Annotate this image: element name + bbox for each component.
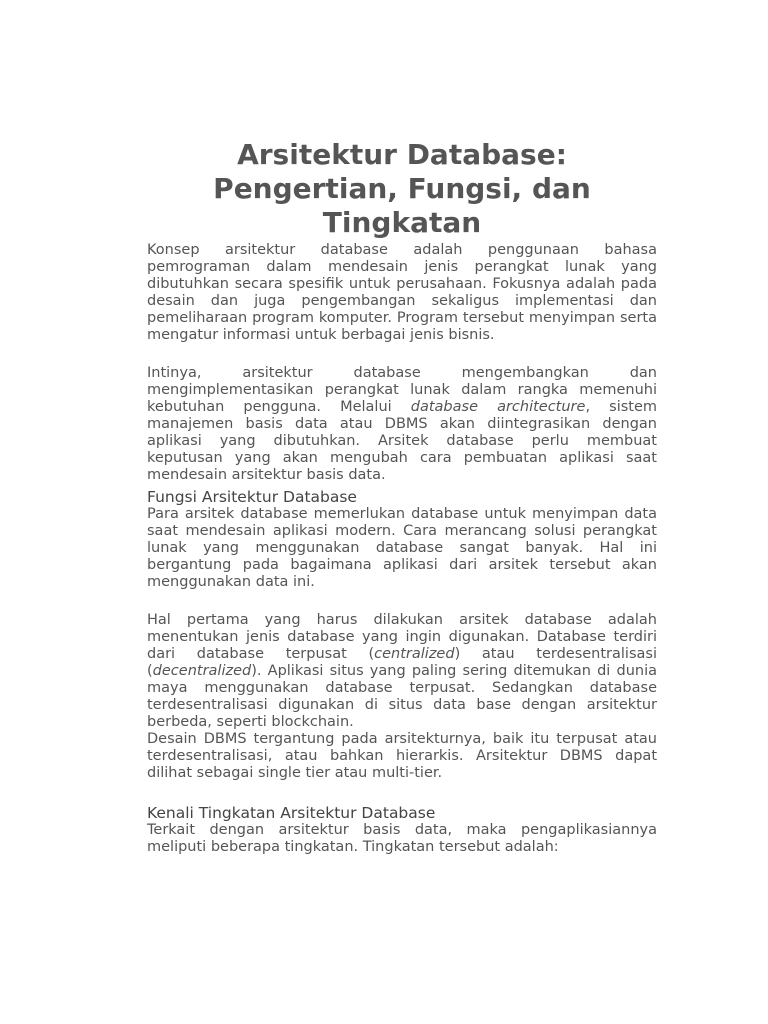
heading-tingkatan: Kenali Tingkatan Arsitektur Database (147, 804, 436, 822)
paragraph-tingkatan: Terkait dengan arsitektur basis data, maka pengaplikasiannya meliputi beberapa tingkatan. Tingkatan tersebut adalah: (147, 822, 657, 855)
paragraph-jenis-part-b: ) atau terdesentralisasi ( (147, 646, 657, 679)
paragraph-jenis-part-a: Hal pertama yang harus dilakukan arsitek database adalah menentukan jenis database yang ingin digunakan. Database terdiri dari database terpusat ( (147, 612, 657, 662)
paragraph-intinya (147, 365, 657, 484)
paragraph-jenis-emphasis-centralized: centralized (374, 646, 455, 662)
paragraph-intinya-part-b: , sistem manajemen basis data atau DBMS akan diintegrasikan dengan aplikasi yang dibutuhkan. Arsitek database perlu membuat keputusan yang akan mengubah cara pembuatan aplikasi saat mendesain arsitektur basis data. (147, 399, 658, 483)
paragraph-intro: Konsep arsitektur database adalah penggunaan bahasa pemrograman dalam mendesain jenis perangkat lunak yang dibutuhkan secara spesifik untuk perusahaan. Fokusnya adalah pada desain dan juga pengembangan sekaligus implementasi dan pemeliharaan program komputer. Program tersebut menyimpan serta mengatur informasi untuk berbagai jenis bisnis. (147, 242, 657, 343)
paragraph-intinya-part-a: Intinya, arsitektur database mengembangkan dan mengimplementasikan perangkat lunak dalam rangka memenuhi kebutuhan pengguna. Melalui (147, 365, 657, 415)
page-title: Arsitektur Database: Pengertian, Fungsi, dan Tingkatan (213, 138, 591, 239)
paragraph-desain-dbms: Desain DBMS tergantung pada arsitekturnya, baik itu terpusat atau terdesentralisasi, atau bahkan hierarkis. Arsitektur DBMS dapat dilihat sebagai single tier atau multi-tier. (147, 731, 657, 781)
paragraph-jenis-emphasis-decentralized: decentralized (152, 663, 252, 679)
heading-fungsi: Fungsi Arsitektur Database (147, 488, 357, 506)
paragraph-jenis-part-c: ). Aplikasi situs yang paling sering ditemukan di dunia maya menggunakan database terpusat. Sedangkan database terdesentralisasi digunakan di situs data base dengan arsitektur berbeda, seperti blockchain. (147, 663, 657, 730)
paragraph-intinya-emphasis: database architecture (410, 399, 586, 415)
paragraph-jenis-database (147, 612, 657, 731)
paragraph-fungsi: Para arsitek database memerlukan database untuk menyimpan data saat mendesain aplikasi modern. Cara merancang solusi perangkat lunak yang menggunakan database sangat banyak. Hal ini bergantung pada bagaimana aplikasi dari arsitek tersebut akan menggunakan data ini. (147, 506, 657, 590)
document-page (147, 138, 657, 856)
